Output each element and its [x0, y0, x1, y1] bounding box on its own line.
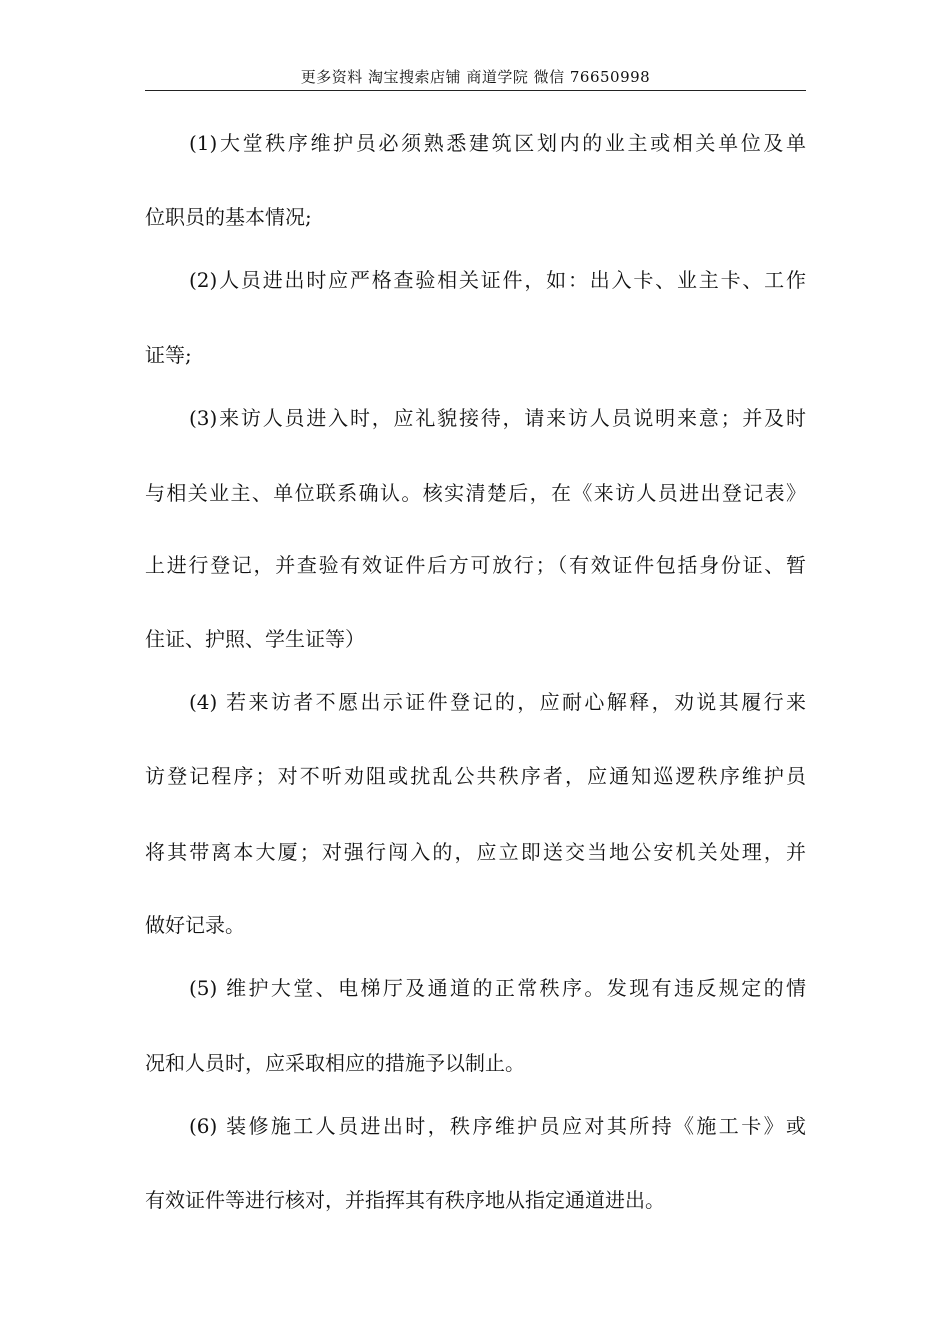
paragraph-1-line-2: 位职员的基本情况; [145, 205, 312, 229]
paragraph-6-line-2: 有效证件等进行核对，并指挥其有秩序地从指定通道进出。 [145, 1188, 665, 1212]
paragraph-6-line-1: (6) 装修施工人员进出时，秩序维护员应对其所持《施工卡》或 [189, 1114, 806, 1138]
paragraph-3-line-3: 上进行登记，并查验有效证件后方可放行；（有效证件包括身份证、暂 [145, 553, 806, 577]
paragraph-3-line-4: 住证、护照、学生证等） [145, 627, 365, 651]
paragraph-1-line-1: (1)大堂秩序维护员必须熟悉建筑区划内的业主或相关单位及单 [189, 131, 806, 155]
paragraph-2-line-2: 证等; [145, 343, 192, 367]
paragraph-4-line-4: 做好记录。 [145, 913, 245, 937]
paragraph-4-line-1: (4) 若来访者不愿出示证件登记的，应耐心解释，劝说其履行来 [189, 690, 806, 714]
paragraph-5-line-1: (5) 维护大堂、电梯厅及通道的正常秩序。发现有违反规定的情 [189, 976, 806, 1000]
paragraph-2-line-1: (2)人员进出时应严格查验相关证件，如：出入卡、业主卡、工作 [189, 268, 806, 292]
paragraph-4-line-2: 访登记程序；对不听劝阻或扰乱公共秩序者，应通知巡逻秩序维护员 [145, 764, 806, 788]
page-header: 更多资料 淘宝搜索店铺 商道学院 微信 76650998 [145, 66, 806, 91]
paragraph-3-line-2: 与相关业主、单位联系确认。核实清楚后，在《来访人员进出登记表》 [145, 481, 806, 505]
paragraph-4-line-3: 将其带离本大厦；对强行闯入的，应立即送交当地公安机关处理，并 [145, 840, 806, 864]
paragraph-3-line-1: (3)来访人员进入时，应礼貌接待，请来访人员说明来意；并及时 [189, 406, 806, 430]
paragraph-5-line-2: 况和人员时，应采取相应的措施予以制止。 [145, 1051, 525, 1075]
